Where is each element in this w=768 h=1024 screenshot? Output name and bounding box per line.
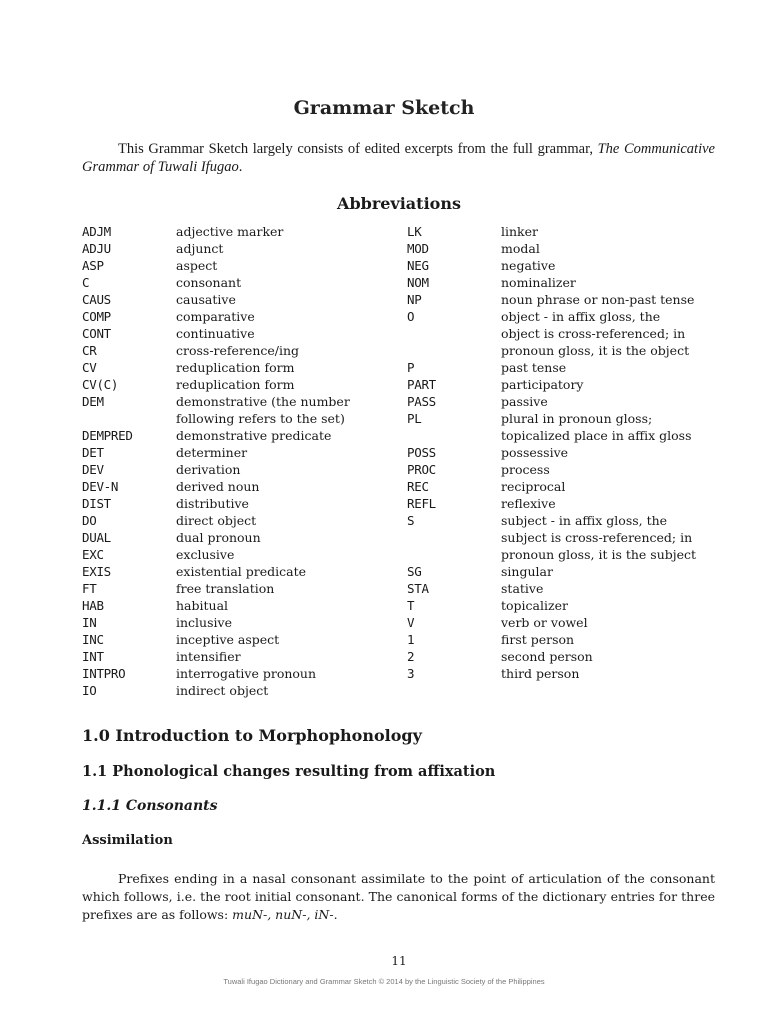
abbreviation-row bbox=[82, 393, 398, 410]
abbreviation-meaning: causative bbox=[176, 292, 236, 307]
abbreviation-meaning: reciprocal bbox=[501, 479, 566, 494]
intro-text: This Grammar Sketch largely consists of edited excerpts from the full grammar, bbox=[118, 141, 598, 157]
abbreviation-code: DEV-N bbox=[82, 479, 119, 494]
abbreviation-code: NEG bbox=[407, 258, 429, 273]
body-paragraph bbox=[82, 870, 715, 924]
abbreviation-code: IO bbox=[82, 683, 97, 698]
section-heading-1-1: 1.1 Phonological changes resulting from affixation bbox=[82, 763, 496, 780]
abbreviations-right-column bbox=[407, 223, 721, 682]
abbreviation-code: C bbox=[82, 275, 90, 290]
abbreviation-meaning: passive bbox=[501, 394, 548, 409]
abbreviation-meaning: third person bbox=[501, 666, 580, 681]
abbreviation-code: PART bbox=[407, 377, 436, 392]
abbreviation-meaning: derivation bbox=[176, 462, 241, 477]
abbreviation-code: O bbox=[407, 309, 415, 324]
abbreviation-meaning: subject - in affix gloss, the bbox=[501, 513, 668, 528]
abbreviation-row bbox=[82, 308, 398, 325]
abbreviation-code: CAUS bbox=[82, 292, 111, 307]
abbreviation-row bbox=[407, 597, 721, 614]
paragraph-text: Prefixes ending in a nasal consonant assimilate to the point of articulation of the consonant which follows, i.e. the root initial consonant. The canonical forms of the dictionary entries for three prefixes are as follows: bbox=[82, 871, 715, 922]
abbreviation-code: T bbox=[407, 598, 415, 613]
abbreviation-meaning: exclusive bbox=[176, 547, 235, 562]
abbreviation-code: DEM bbox=[82, 394, 104, 409]
abbreviation-meaning: process bbox=[501, 462, 550, 477]
abbreviation-code: V bbox=[407, 615, 415, 630]
abbreviation-row bbox=[407, 665, 721, 682]
abbreviation-code: CV(C) bbox=[82, 377, 119, 392]
abbreviation-row bbox=[407, 325, 721, 342]
abbreviation-row bbox=[407, 410, 721, 427]
section-heading-1-1-1: 1.1.1 Consonants bbox=[82, 798, 218, 814]
abbreviation-meaning: consonant bbox=[176, 275, 242, 290]
abbreviation-row bbox=[82, 410, 398, 427]
abbreviation-meaning: adjective marker bbox=[176, 224, 284, 239]
abbreviation-row bbox=[407, 342, 721, 359]
abbreviation-row bbox=[82, 580, 398, 597]
book-title: The Communicative Grammar of Tuwali Ifugao bbox=[82, 141, 715, 175]
abbreviation-row bbox=[407, 291, 721, 308]
abbreviation-code bbox=[407, 546, 501, 563]
abbreviation-meaning: negative bbox=[501, 258, 556, 273]
abbreviation-meaning: inceptive aspect bbox=[176, 632, 280, 647]
abbreviation-code: NOM bbox=[407, 275, 429, 290]
abbreviation-code: MOD bbox=[407, 241, 429, 256]
abbreviation-meaning: past tense bbox=[501, 360, 567, 375]
abbreviation-code bbox=[407, 342, 501, 359]
abbreviation-meaning: singular bbox=[501, 564, 553, 579]
abbreviation-meaning: existential predicate bbox=[176, 564, 307, 579]
abbreviation-row bbox=[407, 308, 721, 325]
abbreviation-meaning: derived noun bbox=[176, 479, 260, 494]
abbreviation-row bbox=[407, 580, 721, 597]
abbreviation-row bbox=[407, 631, 721, 648]
abbreviation-meaning: subject is cross-referenced; in bbox=[501, 530, 693, 545]
abbreviation-code: DUAL bbox=[82, 530, 111, 545]
abbreviation-meaning: free translation bbox=[176, 581, 275, 596]
abbreviation-code: 1 bbox=[407, 632, 415, 647]
abbreviation-meaning: reduplication form bbox=[176, 360, 295, 375]
abbreviation-row bbox=[82, 461, 398, 478]
abbreviation-code: S bbox=[407, 513, 415, 528]
abbreviation-row bbox=[82, 495, 398, 512]
abbreviation-meaning: nominalizer bbox=[501, 275, 576, 290]
abbreviation-meaning: participatory bbox=[501, 377, 584, 392]
page-title: Grammar Sketch bbox=[293, 97, 475, 119]
abbreviation-meaning: dual pronoun bbox=[176, 530, 261, 545]
abbreviation-code: EXC bbox=[82, 547, 104, 562]
abbreviation-row bbox=[82, 631, 398, 648]
abbreviation-code: HAB bbox=[82, 598, 104, 613]
abbreviation-code bbox=[82, 410, 176, 427]
abbreviation-code: COMP bbox=[82, 309, 111, 324]
abbreviation-row bbox=[82, 427, 398, 444]
abbreviation-meaning: inclusive bbox=[176, 615, 232, 630]
abbreviation-code: 3 bbox=[407, 666, 415, 681]
abbreviation-meaning: modal bbox=[501, 241, 540, 256]
abbreviation-code: EXIS bbox=[82, 564, 111, 579]
abbreviation-meaning: aspect bbox=[176, 258, 218, 273]
abbreviation-row bbox=[82, 444, 398, 461]
abbreviation-row bbox=[82, 512, 398, 529]
abbreviation-meaning: first person bbox=[501, 632, 575, 647]
abbreviation-row bbox=[407, 546, 721, 563]
prefix-forms: muN-, nuN-, iN- bbox=[232, 907, 334, 922]
abbreviation-code: CONT bbox=[82, 326, 111, 341]
abbreviation-code: SG bbox=[407, 564, 422, 579]
abbreviations-left-column bbox=[82, 223, 398, 699]
abbreviation-code: INTPRO bbox=[82, 666, 126, 681]
abbreviation-row bbox=[82, 563, 398, 580]
abbreviation-row bbox=[82, 376, 398, 393]
abbreviation-meaning: second person bbox=[501, 649, 593, 664]
abbreviation-row bbox=[407, 648, 721, 665]
abbreviation-meaning: verb or vowel bbox=[501, 615, 588, 630]
abbreviation-meaning: cross-reference/ing bbox=[176, 343, 300, 358]
abbreviation-code: DO bbox=[82, 513, 97, 528]
abbreviation-code: ASP bbox=[82, 258, 104, 273]
abbreviation-code: DEMPRED bbox=[82, 428, 133, 443]
abbreviation-code: DIST bbox=[82, 496, 111, 511]
abbreviation-row bbox=[82, 325, 398, 342]
abbreviation-row bbox=[407, 393, 721, 410]
abbreviation-row bbox=[407, 376, 721, 393]
abbreviation-row bbox=[82, 648, 398, 665]
abbreviation-code: 2 bbox=[407, 649, 415, 664]
abbreviation-code: ADJU bbox=[82, 241, 111, 256]
abbreviation-row bbox=[407, 444, 721, 461]
abbreviation-code: POSS bbox=[407, 445, 436, 460]
abbreviation-meaning: object - in affix gloss, the bbox=[501, 309, 661, 324]
abbreviation-row bbox=[82, 546, 398, 563]
abbreviation-code: PASS bbox=[407, 394, 436, 409]
abbreviation-row bbox=[407, 478, 721, 495]
abbreviation-row bbox=[407, 274, 721, 291]
page-number: 11 bbox=[391, 954, 407, 968]
abbreviation-meaning: indirect object bbox=[176, 683, 269, 698]
abbreviation-row bbox=[82, 665, 398, 682]
abbreviation-code: PL bbox=[407, 411, 422, 426]
abbreviation-row bbox=[407, 512, 721, 529]
abbreviation-code: DEV bbox=[82, 462, 104, 477]
abbreviation-row bbox=[407, 240, 721, 257]
abbreviation-meaning: continuative bbox=[176, 326, 255, 341]
abbreviation-meaning: adjunct bbox=[176, 241, 224, 256]
abbreviation-row bbox=[82, 291, 398, 308]
abbreviation-code: LK bbox=[407, 224, 422, 239]
abbreviation-meaning: possessive bbox=[501, 445, 569, 460]
abbreviation-row bbox=[407, 359, 721, 376]
abbreviation-meaning: reduplication form bbox=[176, 377, 295, 392]
paragraph-end: . bbox=[333, 907, 338, 922]
abbreviations-heading: Abbreviations bbox=[337, 194, 461, 213]
abbreviation-meaning: direct object bbox=[176, 513, 257, 528]
abbreviation-row bbox=[82, 682, 398, 699]
abbreviation-meaning: reflexive bbox=[501, 496, 556, 511]
abbreviation-row bbox=[407, 563, 721, 580]
abbreviation-code bbox=[407, 325, 501, 342]
abbreviation-row bbox=[407, 495, 721, 512]
abbreviation-meaning: interrogative pronoun bbox=[176, 666, 317, 681]
abbreviation-row bbox=[407, 427, 721, 444]
intro-paragraph bbox=[82, 140, 715, 176]
abbreviation-row bbox=[82, 223, 398, 240]
abbreviation-row bbox=[82, 274, 398, 291]
abbreviation-code: PROC bbox=[407, 462, 436, 477]
abbreviation-code: INC bbox=[82, 632, 104, 647]
abbreviation-meaning: stative bbox=[501, 581, 544, 596]
abbreviation-meaning: determiner bbox=[176, 445, 248, 460]
abbreviation-row bbox=[82, 597, 398, 614]
abbreviation-code bbox=[407, 427, 501, 444]
abbreviation-row bbox=[407, 529, 721, 546]
abbreviation-meaning: distributive bbox=[176, 496, 249, 511]
abbreviation-row bbox=[82, 478, 398, 495]
abbreviation-meaning: linker bbox=[501, 224, 538, 239]
subheading-assimilation: Assimilation bbox=[82, 833, 173, 848]
abbreviation-row bbox=[407, 614, 721, 631]
abbreviation-meaning: pronoun gloss, it is the object bbox=[501, 343, 690, 358]
abbreviation-code: FT bbox=[82, 581, 97, 596]
abbreviation-meaning: demonstrative (the number bbox=[176, 394, 350, 409]
abbreviation-code: REFL bbox=[407, 496, 436, 511]
abbreviation-meaning: pronoun gloss, it is the subject bbox=[501, 547, 697, 562]
abbreviation-meaning: demonstrative predicate bbox=[176, 428, 332, 443]
abbreviation-code: STA bbox=[407, 581, 429, 596]
abbreviation-row bbox=[82, 240, 398, 257]
abbreviation-row bbox=[82, 614, 398, 631]
abbreviation-row bbox=[82, 257, 398, 274]
abbreviation-meaning: comparative bbox=[176, 309, 255, 324]
abbreviation-code: CV bbox=[82, 360, 97, 375]
abbreviation-meaning: topicalized place in affix gloss bbox=[501, 428, 692, 443]
abbreviation-meaning: topicalizer bbox=[501, 598, 568, 613]
section-heading-1-0: 1.0 Introduction to Morphophonology bbox=[82, 726, 422, 745]
abbreviation-meaning: noun phrase or non-past tense bbox=[501, 292, 695, 307]
abbreviation-meaning: plural in pronoun gloss; bbox=[501, 411, 653, 426]
abbreviation-code bbox=[407, 529, 501, 546]
abbreviation-row bbox=[407, 257, 721, 274]
abbreviation-meaning: object is cross-referenced; in bbox=[501, 326, 686, 341]
intro-end: . bbox=[238, 159, 243, 175]
abbreviation-meaning: intensifier bbox=[176, 649, 241, 664]
abbreviation-code: ADJM bbox=[82, 224, 111, 239]
abbreviation-row bbox=[407, 223, 721, 240]
abbreviation-code: IN bbox=[82, 615, 97, 630]
abbreviation-code: CR bbox=[82, 343, 97, 358]
abbreviation-code: NP bbox=[407, 292, 422, 307]
abbreviation-code: DET bbox=[82, 445, 104, 460]
abbreviation-code: P bbox=[407, 360, 415, 375]
abbreviation-row bbox=[82, 342, 398, 359]
footer-copyright: Tuwali Ifugao Dictionary and Grammar Sketch © 2014 by the Linguistic Society of the Philippines bbox=[223, 977, 545, 986]
abbreviation-code: INT bbox=[82, 649, 104, 664]
abbreviation-meaning: following refers to the set) bbox=[176, 411, 345, 426]
abbreviation-row bbox=[82, 359, 398, 376]
abbreviation-row bbox=[82, 529, 398, 546]
abbreviation-row bbox=[407, 461, 721, 478]
abbreviation-code: REC bbox=[407, 479, 429, 494]
abbreviation-meaning: habitual bbox=[176, 598, 229, 613]
